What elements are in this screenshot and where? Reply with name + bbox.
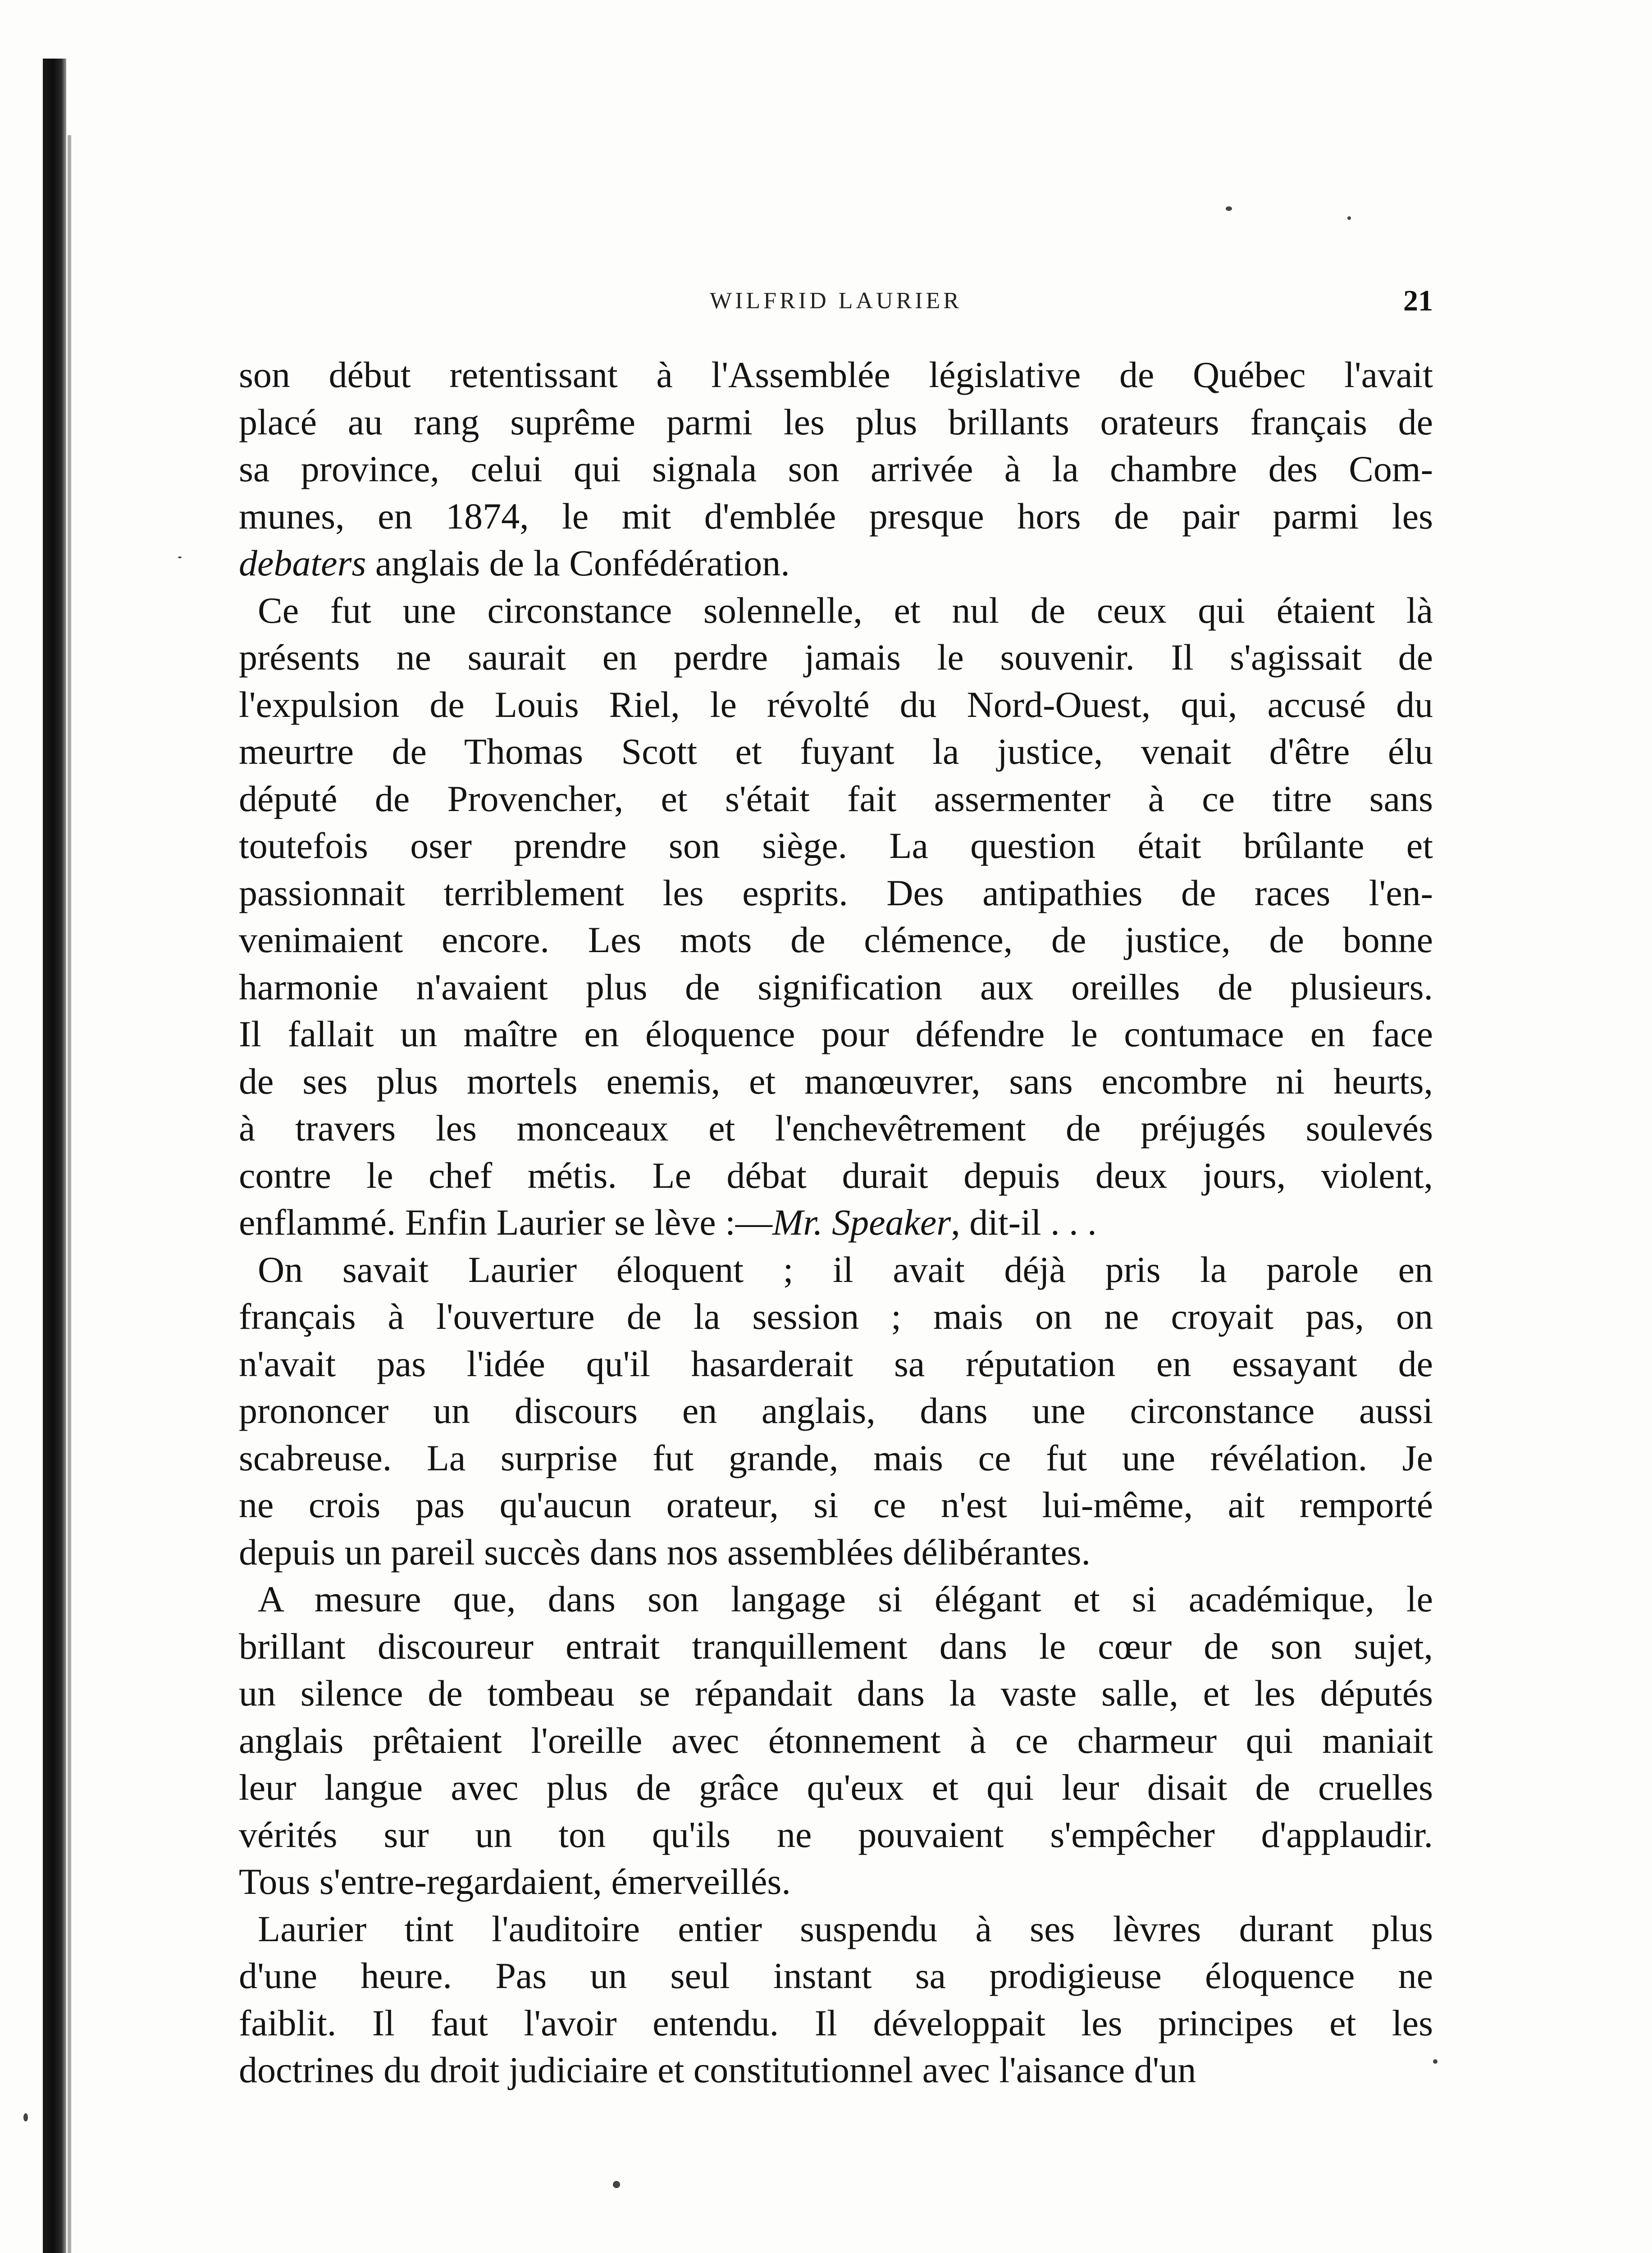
paragraph	[239, 1576, 1433, 1906]
text-line: brillant discoureur entrait tranquillement dans le cœur de son sujet,	[239, 1625, 1433, 1667]
text-line: n'avait pas l'idée qu'il hasarderait sa réputation en essayant de	[239, 1343, 1433, 1384]
binding-edge-line	[68, 135, 71, 2253]
text-line: Laurier tint l'auditoire entier suspendu à ses lèvres durant plus	[258, 1908, 1433, 1949]
text-line: depuis un pareil succès dans nos assemblées délibérantes.	[239, 1531, 1091, 1573]
scan-speck	[613, 2181, 620, 2188]
text-line: son début retentissant à l'Assemblée législative de Québec l'avait	[239, 354, 1433, 395]
text-line: faiblit. Il faut l'avoir entendu. Il développait les principes et les	[239, 2002, 1433, 2043]
text-line: à travers les monceaux et l'enchevêtrement de préjugés soulevés	[239, 1108, 1433, 1149]
scan-speck	[23, 2113, 28, 2121]
text-line: A mesure que, dans son langage si élégant et si académique, le	[258, 1578, 1433, 1619]
italic-run: debaters	[239, 543, 366, 584]
italic-run: Mr. Speaker	[772, 1202, 951, 1243]
scan-speck	[178, 556, 182, 558]
text-line: Il fallait un maître en éloquence pour défendre le contumace en face	[239, 1013, 1433, 1054]
paragraph	[239, 587, 1433, 1246]
text-line: prononcer un discours en anglais, dans une circonstance aussi	[239, 1390, 1433, 1431]
text-line: contre le chef métis. Le débat durait depuis deux jours, violent,	[239, 1154, 1433, 1196]
text-line: passionnait terriblement les esprits. Des antipathies de races l'en-	[239, 872, 1433, 913]
text-line	[239, 540, 1433, 587]
text-run: enflammé. Enfin Laurier se lève :—	[239, 1202, 772, 1243]
text-line: On savait Laurier éloquent ; il avait déjà pris la parole en	[258, 1249, 1433, 1290]
text-line: vérités sur un ton qu'ils ne pouvaient s'empêcher d'applaudir.	[239, 1814, 1433, 1855]
body-text	[239, 351, 1433, 2094]
text-line: Ce fut une circonstance solennelle, et nul de ceux qui étaient là	[258, 589, 1433, 631]
paragraph	[239, 1906, 1433, 2094]
text-line: munes, en 1874, le mit d'emblée presque hors de pair parmi les	[239, 495, 1433, 537]
text-line: doctrines du droit judiciaire et constitutionnel avec l'aisance d'un	[239, 2049, 1196, 2090]
text-line: placé au rang suprême parmi les plus brillants orateurs français de	[239, 401, 1433, 442]
text-line: un silence de tombeau se répandait dans la vaste salle, et les députés	[239, 1673, 1433, 1714]
text-line: sa province, celui qui signala son arrivée à la chambre des Com-	[239, 448, 1433, 489]
text-line: ne crois pas qu'aucun orateur, si ce n'est lui-même, ait remporté	[239, 1484, 1433, 1525]
scan-speck	[1433, 2059, 1438, 2064]
text-line: l'expulsion de Louis Riel, le révolté du Nord-Ouest, qui, accusé du	[239, 684, 1433, 725]
text-line: présents ne saurait en perdre jamais le souvenir. Il s'agissait de	[239, 637, 1433, 678]
text-line	[239, 1199, 1433, 1246]
page-number: 21	[1403, 284, 1433, 317]
text-line: de ses plus mortels enemis, et manœuvrer, sans encombre ni heurts,	[239, 1060, 1433, 1102]
scan-speck	[1347, 216, 1351, 220]
scan-speck	[1226, 206, 1232, 211]
text-line: toutefois oser prendre son siège. La question était brûlante et	[239, 825, 1433, 866]
text-line: député de Provencher, et s'était fait assermenter à ce titre sans	[239, 778, 1433, 819]
running-head	[239, 283, 1433, 319]
text-line: harmonie n'avaient plus de signification aux oreilles de plusieurs.	[239, 966, 1433, 1008]
text-line: d'une heure. Pas un seul instant sa prodigieuse éloquence ne	[239, 1955, 1433, 1996]
text-line: Tous s'entre-regardaient, émerveillés.	[239, 1861, 791, 1902]
binding-edge-shadow	[43, 59, 66, 2253]
text-line: venimaient encore. Les mots de clémence, de justice, de bonne	[239, 919, 1433, 960]
text-line: anglais prêtaient l'oreille avec étonnement à ce charmeur qui maniait	[239, 1719, 1433, 1761]
paragraph	[239, 351, 1433, 587]
text-run: anglais de la Confédération.	[366, 543, 790, 584]
paragraph	[239, 1246, 1433, 1576]
text-line: leur langue avec plus de grâce qu'eux et qui leur disait de cruelles	[239, 1767, 1433, 1808]
text-line: meurtre de Thomas Scott et fuyant la justice, venait d'être élu	[239, 731, 1433, 772]
text-line: français à l'ouverture de la session ; mais on ne croyait pas, on	[239, 1296, 1433, 1337]
text-run: , dit-il . . .	[951, 1202, 1097, 1243]
text-line: scabreuse. La surprise fut grande, mais ce fut une révélation. Je	[239, 1437, 1433, 1478]
running-title: WILFRID LAURIER	[710, 288, 962, 314]
